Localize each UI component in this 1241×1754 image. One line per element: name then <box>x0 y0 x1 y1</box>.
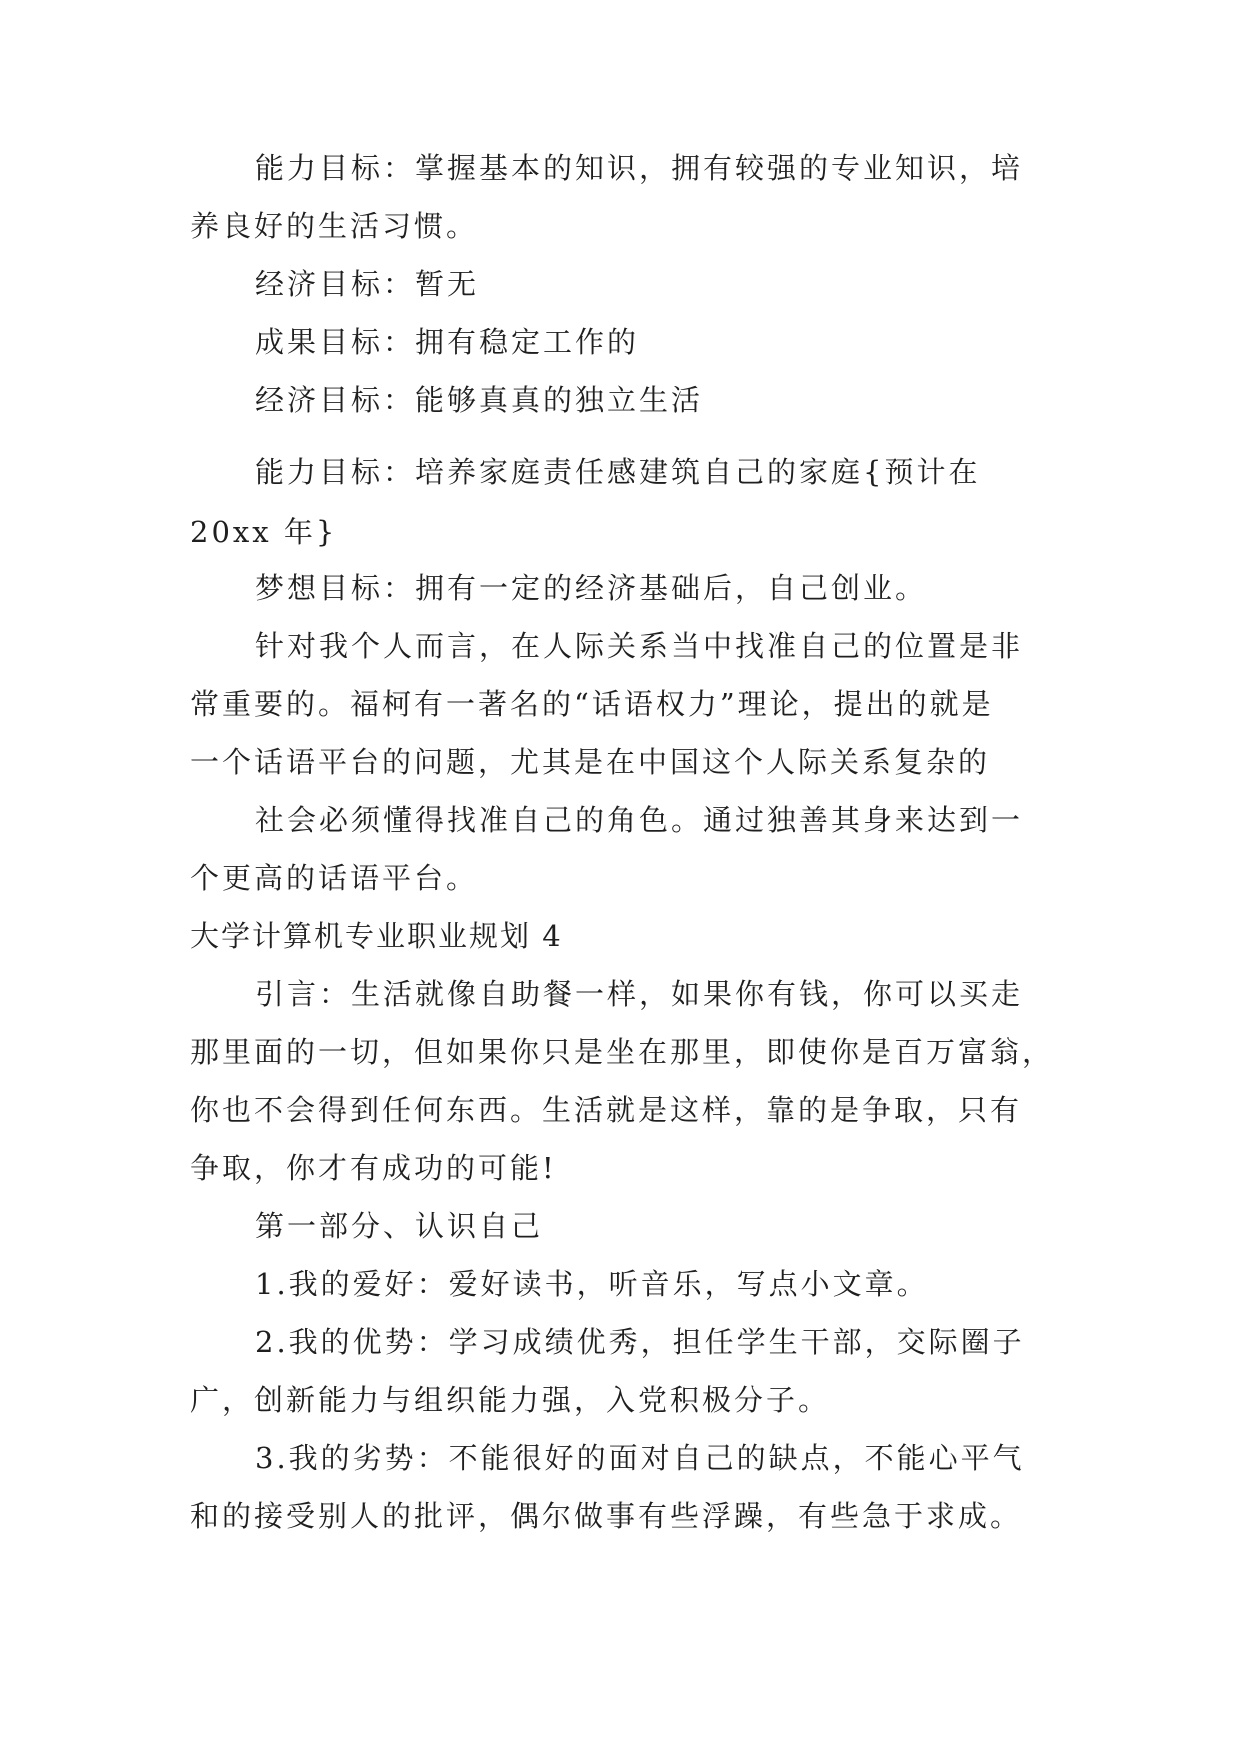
paragraph-line: 你也不会得到任何东西。生活就是这样，靠的是争取，只有 <box>190 1093 1023 1127</box>
list-item: 2.我的优势：学习成绩优秀，担任学生干部，交际圈子 <box>255 1325 1025 1359</box>
paragraph-line: 常重要的。福柯有一著名的“话语权力”理论，提出的就是 <box>190 687 994 721</box>
paragraph-line: 社会必须懂得找准自己的角色。通过独善其身来达到一 <box>255 803 1024 837</box>
paragraph-line: 针对我个人而言，在人际关系当中找准自己的位置是非 <box>255 629 1024 663</box>
paragraph-line: 经济目标：能够真真的独立生活 <box>255 383 704 417</box>
paragraph-line: 成果目标：拥有稳定工作的 <box>255 325 640 359</box>
paragraph-line: 梦想目标：拥有一定的经济基础后，自己创业。 <box>255 571 928 605</box>
paragraph-line: 广，创新能力与组织能力强，入党积极分子。 <box>190 1383 831 1417</box>
paragraph-line: 个更高的话语平台。 <box>190 861 479 895</box>
paragraph-line: 争取，你才有成功的可能! <box>190 1151 557 1185</box>
paragraph-line: 能力目标：掌握基本的知识，拥有较强的专业知识，培 <box>255 151 1024 185</box>
section-subheading: 第一部分、认识自己 <box>255 1209 544 1243</box>
paragraph-line: 能力目标：培养家庭责任感建筑自己的家庭{预计在 <box>255 455 981 489</box>
section-heading: 大学计算机专业职业规划 4 <box>190 919 563 953</box>
paragraph-line: 和的接受别人的批评，偶尔做事有些浮躁，有些急于求成。 <box>190 1499 1023 1533</box>
paragraph-line: 引言：生活就像自助餐一样，如果你有钱，你可以买走 <box>255 977 1024 1011</box>
paragraph-line: 养良好的生活习惯。 <box>190 209 479 243</box>
list-item: 3.我的劣势：不能很好的面对自己的缺点，不能心平气 <box>255 1441 1025 1475</box>
paragraph-line: 一个话语平台的问题，尤其是在中国这个人际关系复杂的 <box>190 745 991 779</box>
paragraph-line: 那里面的一切，但如果你只是坐在那里，即使你是百万富翁， <box>190 1035 1055 1069</box>
paragraph-line: 20xx 年} <box>190 515 338 549</box>
paragraph-line: 经济目标：暂无 <box>255 267 480 301</box>
list-item: 1.我的爱好：爱好读书，听音乐，写点小文章。 <box>255 1267 929 1301</box>
